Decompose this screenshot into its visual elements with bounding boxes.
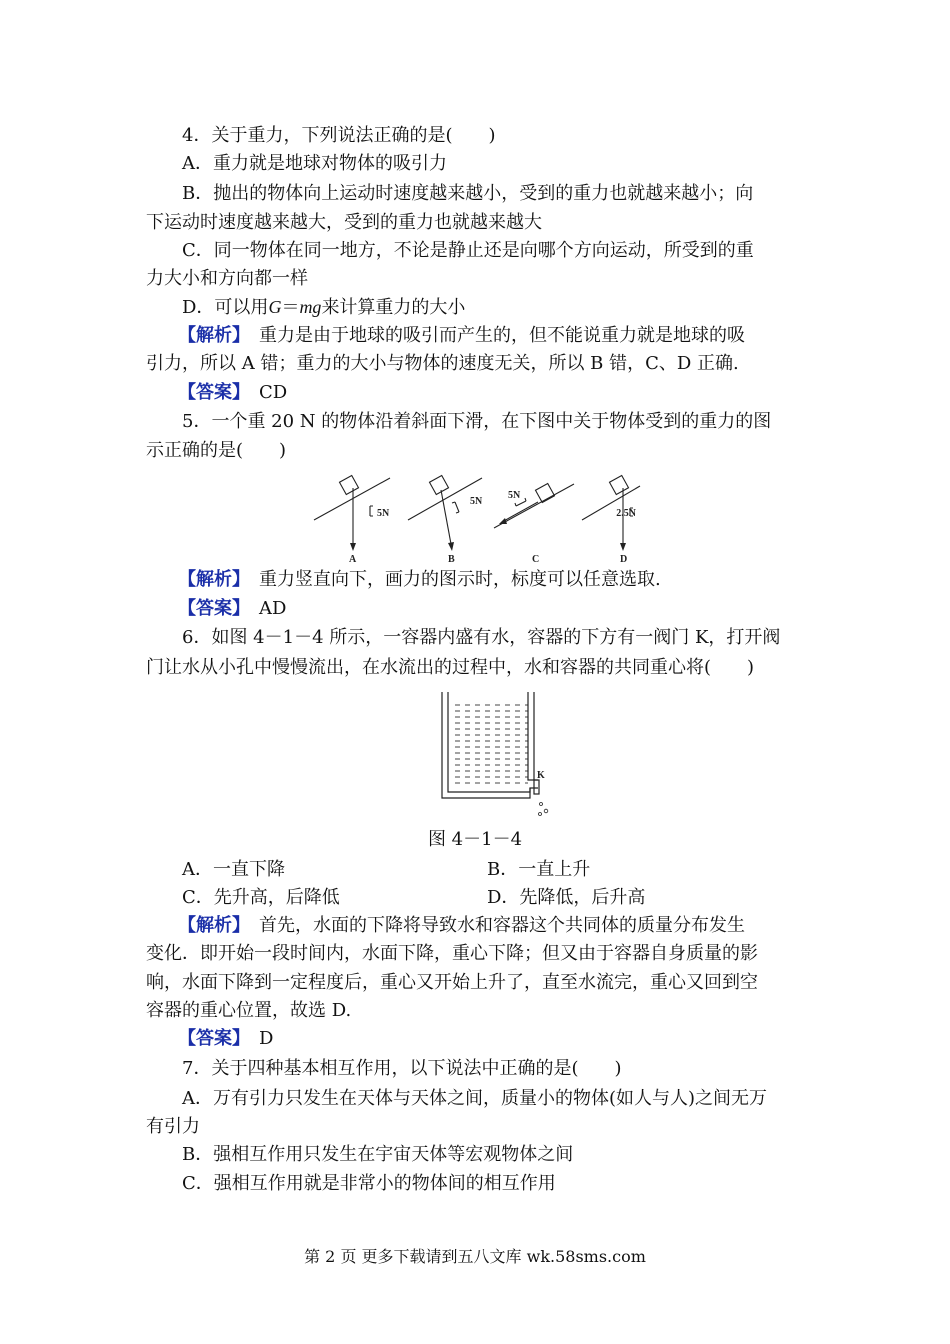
q6-answer-value: D bbox=[241, 1028, 274, 1049]
fig-a-label: A bbox=[349, 554, 357, 564]
q6-option-c: C．先升高，后降低 bbox=[182, 887, 340, 908]
fig-c-force-label: 5N bbox=[508, 490, 521, 501]
q4-analysis-text: 重力是由于地球的吸引而产生的，但不能说重力就是地球的吸 bbox=[241, 325, 745, 346]
q7-option-a-line2: 有引力 bbox=[146, 1116, 200, 1137]
q4-analysis-tag: 【解析】 bbox=[178, 325, 241, 346]
q6-option-d: D．先降低，后升高 bbox=[487, 887, 646, 908]
fig-c-label: C bbox=[532, 554, 540, 564]
fig-b-label: B bbox=[448, 554, 455, 564]
q5-analysis-tag: 【解析】 bbox=[178, 569, 241, 590]
fig-b-force-label: 5N bbox=[470, 496, 483, 507]
q6-container-diagram bbox=[434, 690, 554, 820]
q4-d-symbol-mg: mg bbox=[299, 297, 322, 317]
fig-d-label: D bbox=[620, 554, 628, 564]
q6-option-a: A．一直下降 bbox=[182, 859, 285, 880]
q4-d-text: D．可以用 bbox=[182, 297, 269, 318]
q5-stem-line1: 5．一个重 20 N 的物体沿着斜面下滑，在下图中关于物体受到的重力的图 bbox=[182, 411, 772, 432]
q4-d-equals: ＝ bbox=[281, 297, 300, 318]
q4-answer bbox=[178, 379, 287, 407]
q6-analysis-line2: 变化．即开始一段时间内，水面下降，重心下降；但又由于容器自身质量的影 bbox=[146, 943, 758, 964]
q4-option-b-line1: B．抛出的物体向上运动时速度越来越小，受到的重力也就越来越小；向 bbox=[182, 183, 754, 204]
q4-option-a: A．重力就是地球对物体的吸引力 bbox=[182, 153, 447, 174]
q5-analysis-text: 重力竖直向下，画力的图示时，标度可以任意选取. bbox=[241, 569, 661, 590]
q7-option-b: B．强相互作用只发生在宇宙天体等宏观物体之间 bbox=[182, 1144, 574, 1165]
q6-options-row2 bbox=[182, 884, 646, 912]
q6-analysis-text: 首先，水面的下降将导致水和容器这个共同体的质量分布发生 bbox=[241, 915, 745, 936]
q6-analysis-line1 bbox=[178, 912, 745, 940]
q4-answer-value: CD bbox=[241, 382, 288, 403]
q7-stem: 7．关于四种基本相互作用，以下说法中正确的是( ) bbox=[182, 1058, 622, 1079]
q6-stem-line2: 门让水从小孔中慢慢流出，在水流出的过程中，水和容器的共同重心将( ) bbox=[146, 657, 755, 678]
q4-option-b-line2: 下运动时速度越来越大，受到的重力也就越来越大 bbox=[146, 212, 542, 233]
q4-answer-tag: 【答案】 bbox=[178, 382, 241, 403]
q6-answer bbox=[178, 1025, 273, 1053]
q4-option-d bbox=[182, 293, 465, 321]
q5-gravity-diagrams bbox=[312, 472, 642, 564]
q7-option-c: C．强相互作用就是非常小的物体间的相互作用 bbox=[182, 1173, 556, 1194]
valve-k-label: K bbox=[537, 770, 545, 781]
q7-option-a-line1: A．万有引力只发生在天体与天体之间，质量小的物体(如人与人)之间无万 bbox=[182, 1088, 768, 1109]
q5-answer-tag: 【答案】 bbox=[178, 598, 241, 619]
q5-analysis bbox=[178, 566, 661, 594]
page-footer: 第 2 页 更多下载请到五八文库 wk.58sms.com bbox=[304, 1247, 646, 1266]
q6-analysis-line4: 容器的重心位置，故选 D. bbox=[146, 1000, 352, 1021]
q6-analysis-line3: 响，水面下降到一定程度后，重心又开始上升了，直至水流完，重心又回到空 bbox=[146, 972, 758, 993]
q6-analysis-tag: 【解析】 bbox=[178, 915, 241, 936]
q4-analysis-line2: 引力，所以 A 错；重力的大小与物体的速度无关，所以 B 错，C、D 正确. bbox=[146, 353, 739, 374]
q6-figure-caption: 图 4－1－4 bbox=[427, 829, 523, 850]
q4-analysis-line1 bbox=[178, 322, 745, 350]
q5-stem-line2: 示正确的是( ) bbox=[146, 440, 287, 461]
q5-answer-value: AD bbox=[241, 598, 287, 619]
fig-a-force-label: 5N bbox=[377, 508, 390, 519]
fig-d-force-label: 2.5N bbox=[616, 508, 636, 519]
q5-answer bbox=[178, 595, 286, 623]
q4-d-text-tail: 来计算重力的大小 bbox=[321, 297, 466, 318]
q6-options-row1 bbox=[182, 856, 591, 884]
q4-option-c-line1: C．同一物体在同一地方，不论是静止还是向哪个方向运动，所受到的重 bbox=[182, 240, 754, 261]
q6-option-b: B．一直上升 bbox=[487, 859, 591, 880]
q4-d-symbol-g: G bbox=[268, 297, 282, 317]
q6-stem-line1: 6．如图 4－1－4 所示，一容器内盛有水，容器的下方有一阀门 K，打开阀 bbox=[182, 627, 781, 648]
q6-answer-tag: 【答案】 bbox=[178, 1028, 241, 1049]
q4-stem: 4．关于重力，下列说法正确的是( ) bbox=[182, 125, 496, 146]
q4-option-c-line2: 力大小和方向都一样 bbox=[146, 268, 308, 289]
